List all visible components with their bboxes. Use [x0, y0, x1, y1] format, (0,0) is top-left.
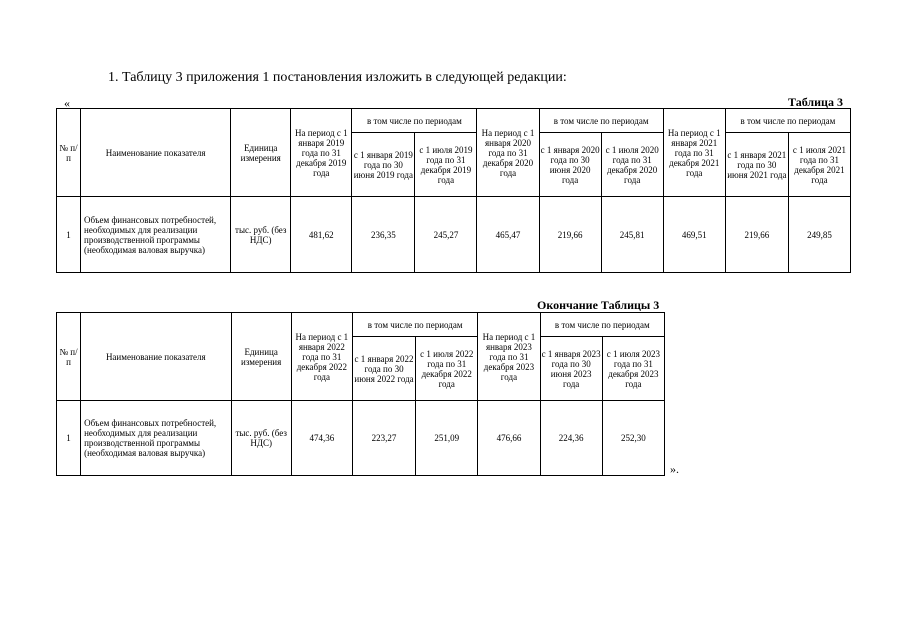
header-2021-total: На период с 1 января 2021 года по 31 декабря 2021 года: [663, 109, 725, 197]
row-num: 1: [57, 197, 81, 273]
header-2023-h1: с 1 января 2023 года по 30 июня 2023 года: [540, 337, 602, 401]
value-2022-total: 474,36: [291, 401, 352, 476]
header-2021-subgroup: в том числе по периодам: [725, 109, 850, 133]
header-name: Наименование показателя: [81, 109, 231, 197]
header-2019-total: На период с 1 января 2019 года по 31 декабря 2019 года: [291, 109, 352, 197]
header-2023-subgroup: в том числе по периодам: [540, 313, 664, 337]
value-2022-h1: 223,27: [352, 401, 415, 476]
row-unit: тыс. руб. (без НДС): [231, 401, 291, 476]
value-2021-h2: 249,85: [788, 197, 850, 273]
header-2019-h1: с 1 января 2019 года по 30 июня 2019 года: [352, 133, 415, 197]
header-2022-h2: с 1 июля 2022 года по 31 декабря 2022 года: [416, 337, 478, 401]
value-2023-h1: 224,36: [540, 401, 602, 476]
header-2020-h1: с 1 января 2020 года по 30 июня 2020 года: [539, 133, 601, 197]
document-heading: 1. Таблицу 3 приложения 1 постановления изложить в следующей редакции:: [108, 70, 567, 85]
header-2022-h1: с 1 января 2022 года по 30 июня 2022 года: [352, 337, 415, 401]
value-2019-h1: 236,35: [352, 197, 415, 273]
value-2021-total: 469,51: [663, 197, 725, 273]
header-2023-total: На период с 1 января 2023 года по 31 декабря 2023 года: [478, 313, 540, 401]
header-2021-h2: с 1 июля 2021 года по 31 декабря 2021 года: [788, 133, 850, 197]
row-num: 1: [57, 401, 81, 476]
header-num: № п/п: [57, 313, 81, 401]
header-num: № п/п: [57, 109, 81, 197]
row-name: Объем финансовых потребностей, необходимых для реализации производственной программы (необходимая валовая выручка): [81, 197, 231, 273]
table-row: [57, 401, 665, 476]
header-2022-subgroup: в том числе по периодам: [352, 313, 477, 337]
header-2022-total: На период с 1 января 2022 года по 31 декабря 2022 года: [291, 313, 352, 401]
value-2019-h2: 245,27: [415, 197, 477, 273]
value-2021-h1: 219,66: [725, 197, 788, 273]
row-unit: тыс. руб. (без НДС): [231, 197, 291, 273]
table-3-end: [56, 312, 665, 476]
value-2023-h2: 252,30: [602, 401, 664, 476]
header-2020-subgroup: в том числе по периодам: [539, 109, 663, 133]
header-unit: Единица измерения: [231, 109, 291, 197]
value-2022-h2: 251,09: [416, 401, 478, 476]
value-2020-total: 465,47: [477, 197, 539, 273]
header-2020-h2: с 1 июля 2020 года по 31 декабря 2020 года: [601, 133, 663, 197]
table-3-caption: Таблица 3: [788, 95, 843, 109]
header-2019-h2: с 1 июля 2019 года по 31 декабря 2019 года: [415, 133, 477, 197]
table-row: [57, 197, 851, 273]
value-2020-h1: 219,66: [539, 197, 601, 273]
value-2020-h2: 245,81: [601, 197, 663, 273]
header-2023-h2: с 1 июля 2023 года по 31 декабря 2023 года: [602, 337, 664, 401]
header-name: Наименование показателя: [81, 313, 231, 401]
header-2021-h1: с 1 января 2021 года по 30 июня 2021 года: [725, 133, 788, 197]
table-3: [56, 108, 851, 273]
value-2019-total: 481,62: [291, 197, 352, 273]
opening-quote: «: [64, 96, 70, 110]
closing-quote: ».: [670, 462, 679, 476]
row-name: Объем финансовых потребностей, необходимых для реализации производственной программы (необходимая валовая выручка): [81, 401, 231, 476]
table-3-end-caption: Окончание Таблицы 3: [537, 298, 660, 312]
header-2020-total: На период с 1 января 2020 года по 31 декабря 2020 года: [477, 109, 539, 197]
value-2023-total: 476,66: [478, 401, 540, 476]
header-2019-subgroup: в том числе по периодам: [352, 109, 477, 133]
header-unit: Единица измерения: [231, 313, 291, 401]
